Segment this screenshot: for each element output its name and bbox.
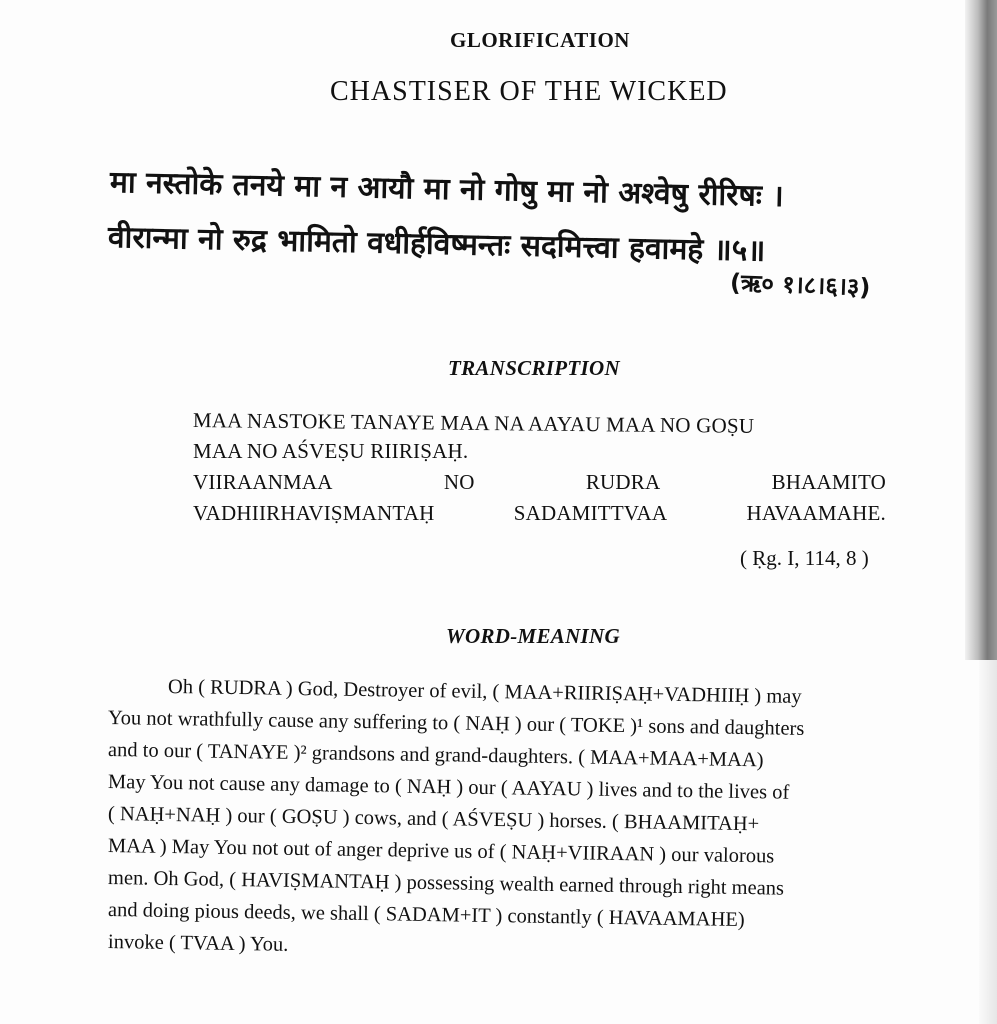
transcription-line-2: MAA NO AŚVEṢU RIIRIṢAḤ. xyxy=(193,439,469,463)
word-meaning-line: MAA ) May You not out of anger deprive us of ( NAḤ+VIIRAAN ) our valorous xyxy=(107,835,775,868)
transcription-word: HAVAAMAHE. xyxy=(746,501,886,525)
transcription-word: BHAAMITO xyxy=(771,470,886,494)
transcription-heading: TRANSCRIPTION xyxy=(448,356,620,380)
page-edge xyxy=(979,660,997,1024)
sanskrit-reference: (ऋ० १।८।६।३) xyxy=(729,268,871,302)
transcription-block xyxy=(193,405,886,529)
word-meaning-paragraph xyxy=(108,670,950,958)
transcription-word: NO xyxy=(443,470,475,494)
chapter-title: CHASTISER OF THE WICKED xyxy=(330,76,728,107)
transcription-line-1: MAA NASTOKE TANAYE MAA NA AAYAU MAA NO GOṢU xyxy=(192,408,755,438)
transcription-reference: ( Ṛg. I, 114, 8 ) xyxy=(740,546,869,570)
transcription-word: VADHIIRHAVIṢMANTAḤ xyxy=(193,501,435,525)
word-meaning-line: You not wrathfully cause any suffering to ( NAḤ ) our ( TOKE )¹ sons and daughters xyxy=(107,707,805,740)
sanskrit-verse-line-1: मा नस्तोके तनये मा न आयौ मा नो गोषु मा नो अश्वेषु रीरिषः । xyxy=(109,165,785,215)
transcription-word: VIIRAANMAA xyxy=(193,470,333,494)
word-meaning-line: and doing pious deeds, we shall ( SADAM+IT ) constantly ( HAVAAMAHE) xyxy=(107,899,745,932)
word-meaning-heading: WORD-MEANING xyxy=(446,624,620,648)
sanskrit-verse-line-2: वीरान्मा नो रुद्र भामितो वधीर्हविष्मन्तः सदमित्त्वा हवामहे ॥५॥ xyxy=(107,220,766,269)
transcription-line-4 xyxy=(193,498,886,529)
word-meaning-line: ( NAḤ+NAḤ ) our ( GOṢU ) cows, and ( AŚVEṢU ) horses. ( BHAAMITAḤ+ xyxy=(107,803,760,836)
transcription-word: RUDRA xyxy=(585,470,661,494)
word-meaning-line: Oh ( RUDRA ) God, Destroyer of evil, ( MAA+RIIRIṢAḤ+VADHIIḤ ) may xyxy=(167,675,802,708)
transcription-line-3 xyxy=(193,467,886,498)
transcription-word: SADAMITTVAA xyxy=(513,501,668,525)
section-label: GLORIFICATION xyxy=(450,28,630,52)
word-meaning-line: May You not cause any damage to ( NAḤ ) our ( AAYAU ) lives and to the lives of xyxy=(107,771,790,804)
word-meaning-line: invoke ( TVAA ) You. xyxy=(107,931,289,956)
word-meaning-line: men. Oh God, ( HAVIṢMANTAḤ ) possessing wealth earned through right means xyxy=(107,867,785,900)
book-binding-shadow xyxy=(965,0,997,660)
word-meaning-line: and to our ( TANAYE )² grandsons and grand-daughters. ( MAA+MAA+MAA) xyxy=(107,739,764,772)
